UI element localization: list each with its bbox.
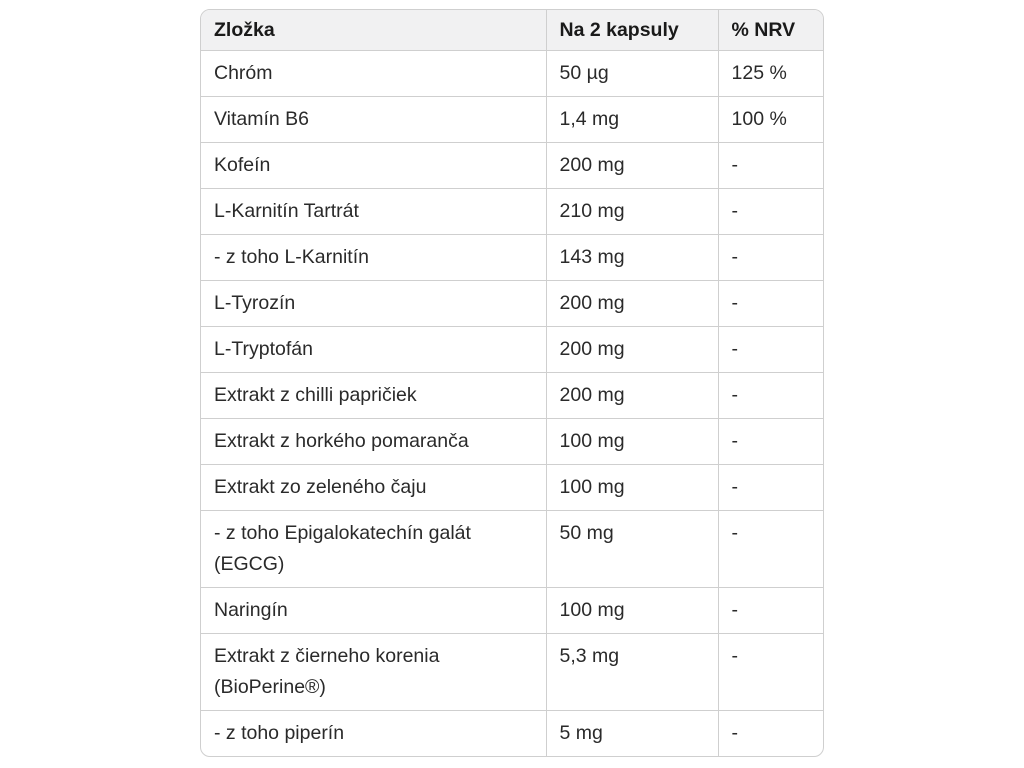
cell-ingredient: Kofeín [201, 143, 546, 189]
cell-nrv: - [718, 235, 823, 281]
cell-ingredient: L-Tyrozín [201, 281, 546, 327]
cell-amount: 143 mg [546, 235, 718, 281]
cell-amount: 200 mg [546, 281, 718, 327]
cell-amount: 210 mg [546, 189, 718, 235]
table-row [201, 189, 823, 235]
table-row [201, 588, 823, 634]
cell-nrv: - [718, 511, 823, 588]
cell-ingredient: Extrakt z horkého pomaranča [201, 419, 546, 465]
table-row [201, 711, 823, 757]
cell-amount: 1,4 mg [546, 97, 718, 143]
cell-nrv: - [731, 722, 738, 744]
cell-ingredient: L-Tryptofán [201, 327, 546, 373]
cell-ingredient: Vitamín B6 [201, 97, 546, 143]
cell-ingredient: Chróm [201, 51, 546, 97]
cell-amount: 200 mg [546, 327, 718, 373]
cell-nrv: 125 % [718, 51, 823, 97]
nutrition-table [200, 9, 824, 757]
cell-amount: 5 mg [546, 711, 718, 757]
cell-amount: 50 µg [546, 51, 718, 97]
table-row [201, 235, 823, 281]
cell-amount: 100 mg [546, 465, 718, 511]
cell-amount: 100 mg [546, 419, 718, 465]
table-row [201, 327, 823, 373]
table-row [201, 143, 823, 189]
cell-nrv: - [718, 465, 823, 511]
table-row [201, 634, 823, 711]
cell-nrv: - [718, 634, 823, 711]
table-header [201, 10, 823, 51]
cell-nrv: - [718, 588, 823, 634]
table-row [201, 373, 823, 419]
cell-nrv: 100 % [718, 97, 823, 143]
header-amount: Na 2 kapsuly [546, 10, 718, 51]
cell-nrv: - [718, 189, 823, 235]
cell-ingredient: - z toho piperín [201, 711, 546, 757]
header-nrv: % NRV [718, 10, 823, 51]
cell-ingredient: - z toho L-Karnitín [201, 235, 546, 281]
table-row [201, 281, 823, 327]
table-row [201, 465, 823, 511]
cell-nrv: - [718, 373, 823, 419]
cell-nrv: - [718, 281, 823, 327]
table-row [201, 511, 823, 588]
cell-amount: 5,3 mg [546, 634, 718, 711]
ingredients-table [201, 10, 823, 756]
cell-ingredient: L-Karnitín Tartrát [201, 189, 546, 235]
table-row [201, 97, 823, 143]
cell-amount: 50 mg [546, 511, 718, 588]
cell-ingredient: Naringín [201, 588, 546, 634]
cell-ingredient: Extrakt z čierneho korenia (BioPerine®) [201, 634, 546, 711]
cell-nrv: - [718, 143, 823, 189]
header-ingredient: Zložka [201, 10, 546, 51]
table-row [201, 51, 823, 97]
cell-ingredient: Extrakt z chilli papričiek [201, 373, 546, 419]
cell-amount: 200 mg [546, 143, 718, 189]
table-body [201, 51, 823, 757]
cell-ingredient: - z toho Epigalokatechín galát (EGCG) [201, 511, 546, 588]
header-row [201, 10, 823, 51]
cell-amount: 200 mg [546, 373, 718, 419]
cell-nrv: - [718, 327, 823, 373]
cell-amount: 100 mg [546, 588, 718, 634]
cell-ingredient: Extrakt zo zeleného čaju [201, 465, 546, 511]
table-row [201, 419, 823, 465]
cell-nrv: - [718, 419, 823, 465]
